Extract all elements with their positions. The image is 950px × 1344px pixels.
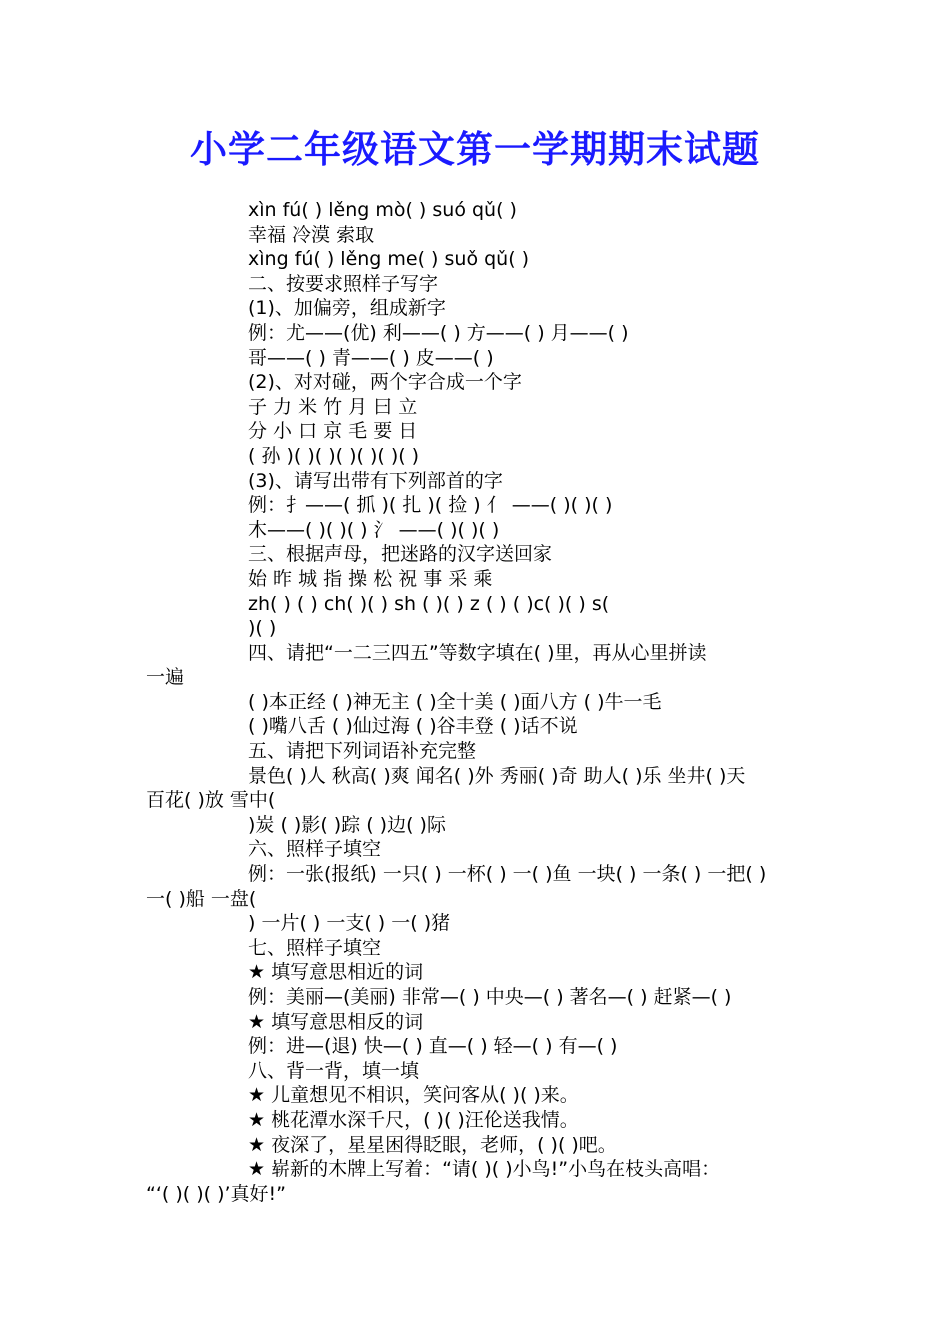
text-line: 例：进—(退) 快—( ) 直—( ) 轻—( ) 有—( ): [248, 1035, 618, 1058]
text-line: 一( )船 一盘(: [146, 887, 257, 910]
text-line: 五、请把下列词语补充完整: [248, 740, 477, 763]
text-line: 七、照样子填空: [248, 936, 382, 959]
text-line: 一遍: [146, 666, 185, 689]
text-line: 始 昨 城 指 操 松 祝 事 采 乘: [248, 567, 493, 590]
text-line: 四、请把“一二三四五”等数字填在( )里，再从心里拼读: [248, 641, 707, 664]
text-line: ★ 儿童想见不相识，笑问客从( )( )来。: [248, 1084, 579, 1107]
text-line: ( )本正经 ( )神无主 ( )全十美 ( )面八方 ( )牛一毛: [248, 690, 662, 713]
text-line: xìn fú( ) lěng mò( ) suó qǔ( ): [248, 199, 517, 221]
text-line: zh( ) ( ) ch( )( ) sh ( )( ) z ( ) ( )c( )( ) s(: [248, 592, 610, 615]
text-line: )( ): [248, 617, 277, 640]
text-line: 百花( )放 雪中(: [146, 789, 276, 812]
text-line: 子 力 米 竹 月 曰 立: [248, 395, 418, 418]
text-line: 八、背一背，填一填: [248, 1059, 420, 1082]
text-line: 例：尤——(优) 利——( ) 方——( ) 月——( ): [248, 321, 629, 344]
text-line: (2)、对对碰，两个字合成一个字: [248, 371, 522, 394]
text-line: 例：扌——( 抓 )( 扎 )( 捡 ) 亻 ——( )( )( ): [248, 494, 613, 517]
page-title: 小学二年级语文第一学期期末试题: [190, 128, 760, 171]
text-line: 木——( )( )( ) 氵 ——( )( )( ): [248, 518, 500, 541]
text-line: 三、根据声母，把迷路的汉字送回家: [248, 543, 553, 566]
text-line: ( )嘴八舌 ( )仙过海 ( )谷丰登 ( )话不说: [248, 715, 578, 738]
text-line: 哥——( ) 青——( ) 皮——( ): [248, 346, 494, 369]
text-line: ★ 桃花潭水深千尺，( )( )汪伦送我情。: [248, 1108, 579, 1131]
text-line: 景色( )人 秋高( )爽 闻名( )外 秀丽( )奇 助人( )乐 坐井( )天: [248, 764, 746, 787]
text-line: ★ 崭新的木牌上写着：“请( )( )小鸟!”小鸟在枝头高唱：: [248, 1158, 721, 1181]
text-line: xìng fú( ) lěng me( ) suǒ qǔ( ): [248, 248, 530, 271]
text-line: 例：美丽—(美丽) 非常—( ) 中央—( ) 著名—( ) 赶紧—( ): [248, 986, 732, 1008]
text-line: ★ 夜深了，星星困得眨眼，老师，( )( )吧。: [248, 1133, 617, 1156]
text-line: 幸福 冷漠 索取: [248, 223, 375, 246]
text-line: ( 孙 )( )( )( )( )( )( ): [248, 444, 420, 467]
text-line: 二、按要求照样子写字: [248, 272, 439, 295]
text-line: ★ 填写意思相近的词: [248, 961, 424, 984]
document-body: [146, 198, 814, 1206]
text-line: 六、照样子填空: [248, 838, 382, 861]
text-line: )炭 ( )影( )踪 ( )边( )际: [248, 813, 446, 836]
text-line: ★ 填写意思相反的词: [248, 1010, 424, 1033]
text-line: 例：一张(报纸) 一只( ) 一杯( ) 一( )鱼 一块( ) 一条( ) 一把( ): [248, 863, 767, 886]
text-line: (1)、加偏旁，组成新字: [248, 297, 446, 320]
text-line: 分 小 口 京 毛 要 日: [248, 420, 418, 443]
text-line: (3)、请写出带有下列部首的字: [248, 469, 503, 492]
text-line: “‘( )( )( )’真好!”: [146, 1182, 286, 1205]
text-line: ) 一片( ) 一支( ) 一( )猪: [248, 912, 451, 935]
